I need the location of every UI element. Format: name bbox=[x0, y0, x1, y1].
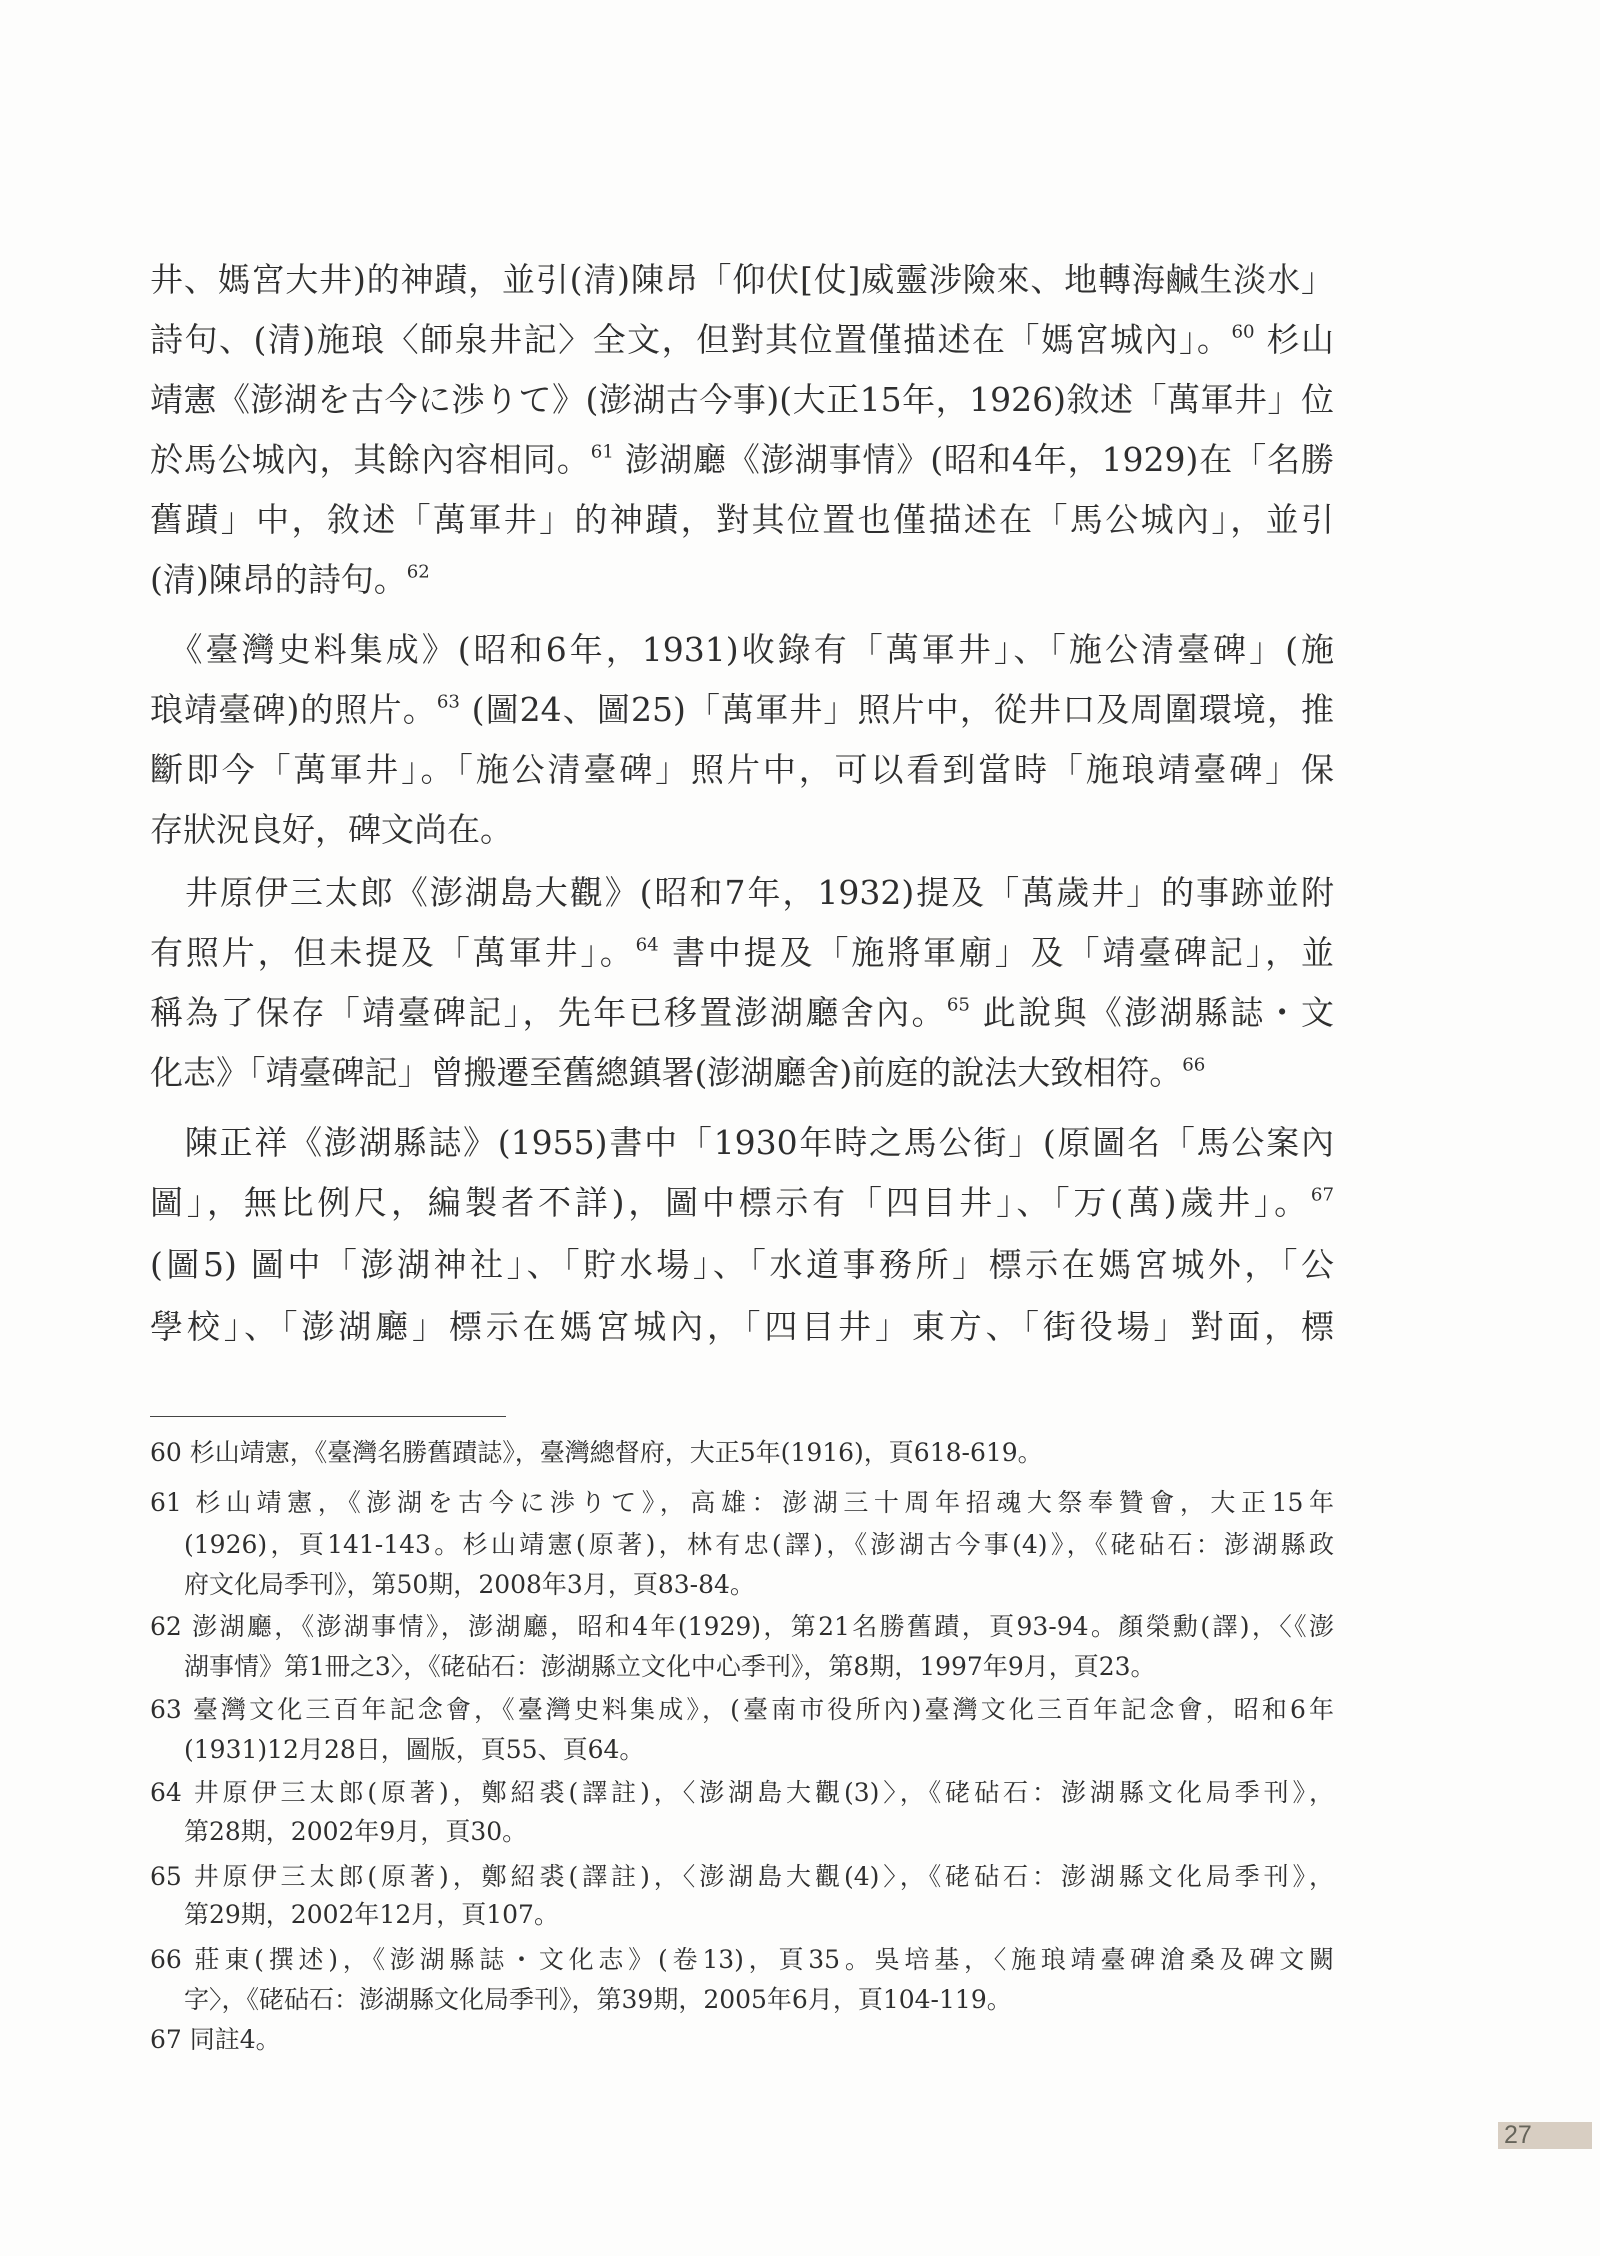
text-segment: 舊蹟」中，敘述「萬軍井」的神蹟，對其位置也僅描述在「馬公城內」，並引 bbox=[150, 500, 1334, 539]
text-segment: (清)陳昂的詩句。 bbox=[150, 560, 407, 599]
footnote-ref[interactable]: 64 bbox=[635, 934, 659, 956]
footnote-ref[interactable]: 61 bbox=[590, 441, 614, 463]
text-segment: (圖24、圖25)「萬軍井」照片中，從井口及周圍環境，推 bbox=[459, 690, 1334, 729]
text-line bbox=[150, 993, 1334, 1033]
text-segment: 杉山 bbox=[1254, 320, 1335, 359]
text-segment: 存狀況良好，碑文尚在。 bbox=[150, 810, 513, 849]
footnote-line: 67 同註4。 bbox=[150, 2025, 281, 2054]
text-line bbox=[150, 630, 1334, 670]
footnote-line: 64 井原伊三太郎(原著)，鄭紹裘(譯註)，〈澎湖島大觀(3)〉，《硓砧石：澎湖縣文化局季刊》， bbox=[150, 1778, 1334, 1807]
text-line bbox=[150, 690, 1334, 730]
footnote-line: (1926)，頁141-143。杉山靖憲(原著)，林有忠(譯)，《澎湖古今事(4)》，《硓砧石：澎湖縣政 bbox=[184, 1530, 1334, 1559]
text-line bbox=[150, 440, 1334, 480]
footnote-line: 府文化局季刊》，第50期，2008年3月，頁83-84。 bbox=[184, 1570, 755, 1599]
footnote-ref[interactable]: 62 bbox=[406, 561, 430, 583]
text-segment: 斷即今「萬軍井」。「施公清臺碑」照片中，可以看到當時「施琅靖臺碑」保 bbox=[150, 750, 1334, 789]
text-segment: 澎湖廳《澎湖事情》(昭和4年，1929)在「名勝 bbox=[613, 440, 1335, 479]
text-line bbox=[150, 933, 1334, 973]
footnote-line: 第29期，2002年12月，頁107。 bbox=[184, 1900, 559, 1929]
text-line bbox=[150, 320, 1334, 360]
text-segment: 井、媽宮大井)的神蹟，並引(清)陳昂「仰伏[仗]威靈涉險來、地轉海鹹生淡水」 bbox=[150, 260, 1334, 299]
footnote-line: 63 臺灣文化三百年記念會，《臺灣史料集成》，(臺南市役所內)臺灣文化三百年記念會，昭和6年 bbox=[150, 1695, 1334, 1724]
text-line bbox=[150, 1053, 1334, 1093]
footnote-ref[interactable]: 67 bbox=[1310, 1184, 1334, 1206]
text-line bbox=[150, 380, 1334, 420]
text-segment: 化志》「靖臺碑記」曾搬遷至舊總鎮署(澎湖廳舍)前庭的說法大致相符。 bbox=[150, 1053, 1183, 1092]
footnote-line: 61 杉山靖憲，《澎湖を古今に渉りて》，高雄：澎湖三十周年招魂大祭奉贊會，大正15年 bbox=[150, 1488, 1334, 1517]
footnote-line: 60 杉山靖憲，《臺灣名勝舊蹟誌》，臺灣總督府，大正5年(1916)，頁618-619。 bbox=[150, 1438, 1043, 1467]
text-segment: (圖5) 圖中「澎湖神社」、「貯水場」、「水道事務所」標示在媽宮城外，「公 bbox=[150, 1245, 1334, 1284]
footnote-line: (1931)12月28日，圖版，頁55、頁64。 bbox=[184, 1735, 645, 1764]
text-segment: 稱為了保存「靖臺碑記」，先年已移置澎湖廳舍內。 bbox=[150, 993, 947, 1032]
footnote-ref[interactable]: 66 bbox=[1182, 1054, 1206, 1076]
footnote-ref[interactable]: 63 bbox=[436, 691, 460, 713]
text-segment: 書中提及「施將軍廟」及「靖臺碑記」，並 bbox=[658, 933, 1335, 972]
footnote-line: 65 井原伊三太郎(原著)，鄭紹裘(譯註)，〈澎湖島大觀(4)〉，《硓砧石：澎湖縣文化局季刊》， bbox=[150, 1862, 1334, 1891]
text-segment: 井原伊三太郎《澎湖島大觀》(昭和7年，1932)提及「萬歲井」的事跡並附 bbox=[150, 873, 1334, 912]
text-line bbox=[150, 750, 1334, 790]
text-segment: 有照片，但未提及「萬軍井」。 bbox=[150, 933, 636, 972]
text-line bbox=[150, 260, 1334, 300]
footnote-line: 字〉，《硓砧石：澎湖縣文化局季刊》，第39期，2005年6月，頁104-119。 bbox=[184, 1985, 1012, 2014]
text-segment: 圖」，無比例尺，編製者不詳)，圖中標示有「四目井」、「万(萬)歲井」。 bbox=[150, 1183, 1311, 1222]
text-line bbox=[150, 560, 1334, 600]
footnote-line: 62 澎湖廳，《澎湖事情》，澎湖廳，昭和4年(1929)，第21名勝舊蹟，頁93-94。顏榮勳(譯)，〈《澎 bbox=[150, 1612, 1334, 1641]
text-segment: 靖憲《澎湖を古今に渉りて》(澎湖古今事)(大正15年，1926)敘述「萬軍井」位 bbox=[150, 380, 1334, 419]
text-segment: 陳正祥《澎湖縣誌》(1955)書中「1930年時之馬公街」(原圖名「馬公案內 bbox=[150, 1123, 1334, 1162]
text-line bbox=[150, 1183, 1334, 1223]
footnote-ref[interactable]: 65 bbox=[946, 994, 970, 1016]
text-line bbox=[150, 810, 1334, 850]
text-segment: 《臺灣史料集成》(昭和6年，1931)收錄有「萬軍井」、「施公清臺碑」(施 bbox=[150, 630, 1334, 669]
footnote-divider bbox=[150, 1416, 506, 1417]
text-line bbox=[150, 1245, 1334, 1285]
text-line bbox=[150, 873, 1334, 913]
footnote-line: 66 莊東(撰述)，《澎湖縣誌・文化志》(卷13)，頁35。吳培基，〈施琅靖臺碑滄桑及碑文闕 bbox=[150, 1945, 1334, 1974]
page-number: 27 bbox=[1498, 2122, 1592, 2149]
text-segment: 學校」、「澎湖廳」標示在媽宮城內，「四目井」東方、「街役場」對面，標 bbox=[150, 1307, 1334, 1346]
text-line bbox=[150, 1307, 1334, 1347]
text-line bbox=[150, 1123, 1334, 1163]
text-segment: 於馬公城內，其餘內容相同。 bbox=[150, 440, 591, 479]
footnote-ref[interactable]: 60 bbox=[1231, 321, 1255, 343]
text-segment: 詩句、(清)施琅〈師泉井記〉全文，但對其位置僅描述在「媽宮城內」。 bbox=[150, 320, 1232, 359]
text-segment: 此說與《澎湖縣誌・文 bbox=[969, 993, 1335, 1032]
text-line bbox=[150, 500, 1334, 540]
text-segment: 琅靖臺碑)的照片。 bbox=[150, 690, 437, 729]
footnote-line: 湖事情》第1冊之3〉，《硓砧石：澎湖縣立文化中心季刊》，第8期，1997年9月，頁23。 bbox=[184, 1652, 1156, 1681]
footnote-line: 第28期，2002年9月，頁30。 bbox=[184, 1817, 528, 1846]
